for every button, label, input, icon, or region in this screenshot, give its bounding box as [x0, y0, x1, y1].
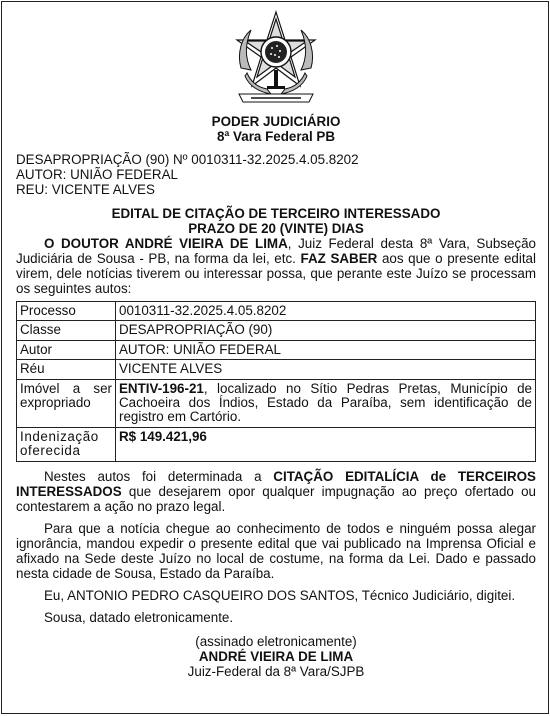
edital-deadline: PRAZO DE 20 (VINTE) DIAS: [188, 221, 364, 236]
edital-title-line: EDITAL DE CITAÇÃO DE TERCEIRO INTERESSADO: [111, 206, 441, 221]
table-row: [17, 321, 536, 340]
citation-text: Nestes autos foi determinada a: [44, 468, 274, 484]
table-value: 0010311-32.2025.4.05.8202: [116, 302, 536, 321]
case-author: AUTOR: UNIÃO FEDERAL: [16, 167, 178, 182]
table-row: [17, 379, 536, 427]
table-row: [17, 427, 536, 461]
citation-paragraph: [16, 469, 536, 514]
table-row: [17, 360, 536, 379]
table-label: Classe: [17, 321, 116, 340]
court-division: 8ª Vara Federal PB: [216, 129, 336, 144]
case-details-table: [16, 301, 536, 462]
judge-name: O DOUTOR ANDRÉ VIEIRA DE LIMA: [44, 236, 288, 251]
case-number: DESAPROPRIAÇÃO (90) Nº 0010311-32.2025.4.05.8202: [16, 152, 359, 167]
signer-role: Juiz-Federal da 8ª Vara/SJPB: [187, 663, 365, 679]
table-value: VICENTE ALVES: [116, 360, 536, 379]
date-paragraph: Sousa, datado eletronicamente.: [44, 609, 234, 625]
table-row: [17, 340, 536, 359]
brazil-coat-of-arms-icon: [231, 10, 321, 106]
property-code: ENTIV-196-21: [119, 380, 204, 396]
case-defendant: REU: VICENTE ALVES: [16, 182, 155, 197]
signature-block: [16, 634, 536, 679]
typist-paragraph: Eu, ANTONIO PEDRO CASQUEIRO DOS SANTOS, Técnico Judiciário, digitei.: [44, 587, 516, 603]
table-label: Autor: [17, 340, 116, 359]
table-label: Imóvel a ser expropriado: [17, 379, 116, 427]
table-value: [116, 379, 536, 427]
edital-title: [16, 206, 536, 236]
publication-paragraph: Para que a notícia chegue ao conhecimento de todos e ninguém possa alegar ignorância, mandou expedir o presente edital que vai publicado na Imprensa Oficial e afixado na Sede deste Juízo no local de costume, na forma da Lei. Dado e passado nesta cidade de Sousa, Estado da Paraíba.: [16, 520, 536, 581]
faz-saber: FAZ SABER: [300, 251, 378, 266]
table-value: AUTOR: UNIÃO FEDERAL: [116, 340, 536, 359]
court-header: [16, 114, 536, 144]
citation-text-cont: que desejarem opor qualquer impugnação ao preço ofertado ou contestarem a ação no prazo legal.: [16, 483, 536, 514]
table-row: [17, 302, 536, 321]
compensation-value: R$ 149.421,96: [116, 427, 536, 461]
court-name: PODER JUDICIÁRIO: [211, 114, 341, 129]
citation-bold: CITAÇÃO EDITALÍCIA de TERCEIROS INTERESSADOS: [16, 468, 536, 499]
table-label: Indenização oferecida: [17, 427, 116, 461]
property-description: , localizado no Sítio Pedras Pretas, Município de Cachoeira dos Índios, Estado da Paraíba, sem identificação de registro em Cartório.: [119, 380, 532, 425]
case-meta: [16, 152, 536, 197]
signature-note: (assinado eletronicamente): [195, 633, 357, 649]
intro-text-cont: aos que o presente edital virem, dele notícias tiverem ou interessar possa, que perante este Juízo se processam os seguintes autos:: [16, 251, 536, 296]
table-value: DESAPROPRIAÇÃO (90): [116, 321, 536, 340]
intro-paragraph: [16, 236, 536, 296]
signer-name: ANDRÉ VIEIRA DE LIMA: [198, 648, 354, 664]
table-label: Réu: [17, 360, 116, 379]
table-label: Processo: [17, 302, 116, 321]
edital-document: [1, 1, 549, 714]
intro-text: , Juiz Federal desta 8ª Vara, Subseção Judiciária de Sousa - PB, na forma da lei, etc.: [16, 236, 536, 266]
